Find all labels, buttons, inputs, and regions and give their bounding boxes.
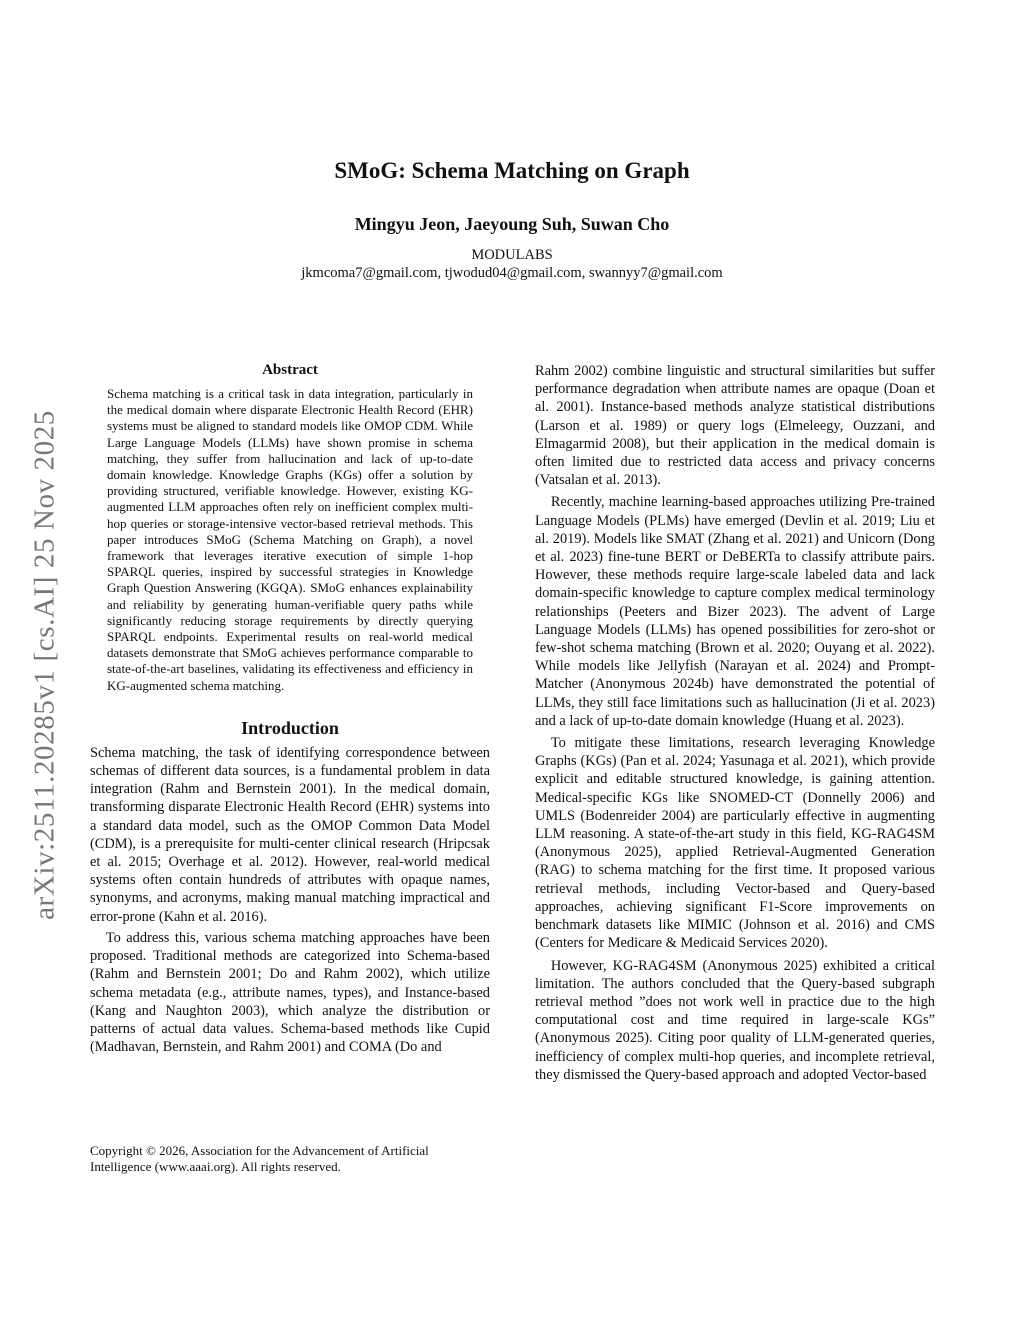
intro-paragraph: Rahm 2002) combine linguistic and structural similarities but suffer performance degradation when attribute names are opaque (Doan et al. 2001). Instance-based methods analyze statistical distributions (Larson et al. 1989) or query logs (Elmeleegy, Ouzzani, and Elmagarmid 2008), but their application in the medical domain is often limited due to restricted data access and privacy concerns (Vatsalan et al. 2013). <box>535 363 935 489</box>
abstract-text: Schema matching is a critical task in data integration, particularly in the medical domain where disparate Electronic Health Record (EHR) systems must be aligned to standard models like OMOP CDM. While Large Language Models (LLMs) have shown promise in schema matching, they suffer from hallucination and lack of up-to-date domain knowledge. Knowledge Graphs (KGs) offer a solution by providing structured, verifiable knowledge. However, existing KG-augmented LLM approaches often rely on inefficient complex multi-hop queries or storage-intensive vector-based retrieval methods. This paper introduces SMoG (Schema Matching on Graph), a novel framework that leverages iterative execution of simple 1-hop SPARQL queries, inspired by successful strategies in Knowledge Graph Question Answering (KGQA). SMoG enhances explainability and reliability by generating human-verifiable query paths while significantly reducing storage requirements by directly querying SPARQL endpoints. Experimental results on real-world medical datasets demonstrate that SMoG achieves performance comparable to state-of-the-art baselines, validating its effectiveness and efficiency in KG-augmented schema matching. <box>107 386 473 693</box>
intro-paragraph: To mitigate these limitations, research leveraging Knowledge Graphs (KGs) (Pan et al. 2024; Yasunaga et al. 2021), which provide explicit and editable structured knowledge, is gaining attention. Medical-specific KGs like SNOMED-CT (Donnelly 2006) and UMLS (Bodenreider 2004) are particularly effective in augmenting LLM reasoning. A state-of-the-art study in this field, KG-RAG4SM (Anonymous 2025), applied Retrieval-Augmented Generation (RAG) to schema matching for the first time. It proposed various retrieval methods, including Vector-based and Query-based approaches, achieving significant F1-Score improvements on benchmark datasets like MIMIC (Johnson et al. 2016) and CMS (Centers for Medicare & Medicaid Services 2020). <box>535 735 935 952</box>
copyright-footnote: Copyright © 2026, Association for the Advancement of Artificial Intelligence (www.aaai.org). All rights reserved. <box>90 1143 429 1175</box>
affiliation: MODULABS <box>471 247 553 263</box>
arxiv-identifier: arXiv:2511.20285v1 [cs.AI] 25 Nov 2025 <box>28 410 61 920</box>
paper-title: SMoG: Schema Matching on Graph <box>334 158 690 183</box>
introduction-heading: Introduction <box>241 717 339 738</box>
author-emails: jkmcoma7@gmail.com, tjwodud04@gmail.com, swannyy7@gmail.com <box>301 265 723 281</box>
intro-paragraph: However, KG-RAG4SM (Anonymous 2025) exhibited a critical limitation. The authors concluded that the Query-based subgraph retrieval method ”does not work well in practice due to the high computational cost and time required in large-scale KGs” (Anonymous 2025). Citing poor quality of LLM-generated queries, inefficiency of complex multi-hop queries, and incomplete retrieval, they dismissed the Query-based approach and adopted Vector-based <box>535 957 935 1083</box>
introduction-section <box>90 718 490 1056</box>
abstract-heading: Abstract <box>262 362 318 378</box>
author-list: Mingyu Jeon, Jaeyoung Suh, Suwan Cho <box>354 214 670 234</box>
intro-paragraph: Recently, machine learning-based approaches utilizing Pre-trained Language Models (PLMs) have emerged (Devlin et al. 2019; Liu et al. 2019). Models like SMAT (Zhang et al. 2021) and Unicorn (Dong et al. 2023) fine-tune BERT or DeBERTa to classify attribute pairs. However, these methods require large-scale labeled data and lack domain-specific knowledge to capture complex medical terminology relationships (Peeters and Bizer 2023). The advent of Large Language Models (LLMs) has opened possibilities for zero-shot or few-shot schema matching (Brown et al. 2020; Ouyang et al. 2022). While models like Jellyfish (Narayan et al. 2024) and Prompt-Matcher (Anonymous 2024b) have demonstrated the potential of LLMs, they still face limitations such as hallucination (Ji et al. 2023) and a lack of up-to-date domain knowledge (Huang et al. 2023). <box>535 494 935 729</box>
arxiv-sidebar <box>25 370 65 960</box>
right-column <box>535 362 935 1084</box>
left-column <box>90 362 490 1056</box>
intro-paragraph: Schema matching, the task of identifying correspondence between schemas of different data sources, is a fundamental problem in data integration (Rahm and Bernstein 2001). In the medical domain, transforming disparate Electronic Health Record (EHR) systems into a standard data model, such as the OMOP Common Data Model (CDM), is a prerequisite for multi-center clinical research (Hripcsak et al. 2015; Overhage et al. 2012). However, real-world medical systems often contain hundreds of attributes with opaque names, synonyms, and acronyms, making manual matching impractical and error-prone (Kahn et al. 2016). <box>90 744 490 925</box>
intro-paragraph: To address this, various schema matching approaches have been proposed. Traditional methods are categorized into Schema-based (Rahm and Bernstein 2001; Do and Rahm 2002), which utilize schema metadata (e.g., attribute names, types), and Instance-based (Kang and Naughton 2003), which analyze the distribution or patterns of actual data values. Schema-based methods like Cupid (Madhavan, Bernstein, and Rahm 2001) and COMA (Do and <box>90 929 490 1056</box>
abstract-section <box>90 362 490 694</box>
